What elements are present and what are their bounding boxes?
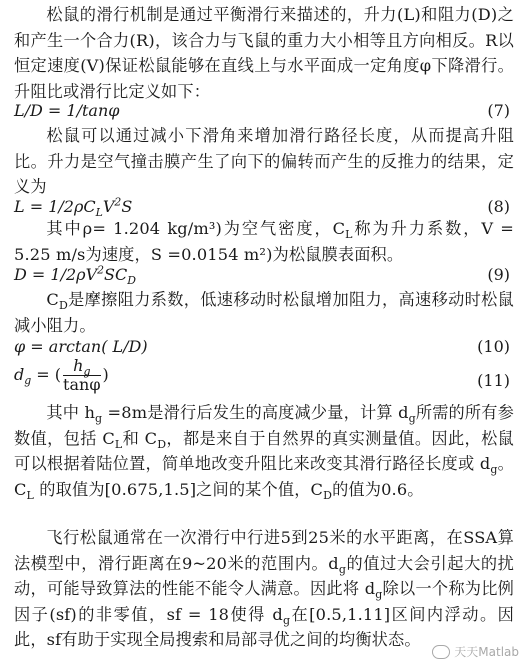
equation-7-body: L/D = 1/tanφ <box>14 101 120 120</box>
equation-7-number: (7) <box>487 101 510 120</box>
paragraph-drag: $C_D$是摩擦阻力系数，低速移动时松鼠增加阻力，高速移动时松鼠减小阻力。 <box>14 290 514 335</box>
equation-11-body: $d_g$ = ( $\frac{h_g}{\tan\varphi}$ ) <box>14 356 109 394</box>
paragraph-glide-mechanism: 松鼠的滑行机制是通过平衡滑行来描述的，升力(L)和阻力(D)之和产生一个合力(R)，该合力与飞鼠的重力大小相等且方向相反。R以恒定速度(V)保证松鼠能够在直线上与水平面成一定角度φ下降滑行。升阻比或滑行比定义如下： <box>14 5 514 101</box>
equation-8-number: (8) <box>487 197 510 216</box>
equation-8-body: $L = 1/2\rho C_LV^2S$ <box>14 195 133 220</box>
equation-7 <box>14 98 514 123</box>
chat-bubble-icon <box>432 645 450 659</box>
equation-9-number: (9) <box>487 265 510 284</box>
paragraph-air-density: 其中ρ= 1.204 kg/m³)为空气密度，$C_L$称为升力系数，V = 5.25 m/s为速度，S =0.0154 m²)为松鼠膜表面积。 <box>14 219 514 264</box>
equation-11-fraction: $\frac{h_g}{\tan\varphi}$ <box>63 356 101 394</box>
watermark <box>432 643 519 660</box>
equation-10-number: (10) <box>477 337 510 356</box>
paragraph-lift: 松鼠可以通过减小下滑角来增加滑行路径长度，从而提高升阻比。升力是空气撞击膜产生了向下的偏转而产生的反推力的结果，定义为 <box>14 126 514 197</box>
paragraph-scaling-factor: 飞行松鼠通常在一次滑行中行进5到25米的水平距离，在SSA算法模型中，滑行距离在9~20米的范围内。$d_g$的值过大会引起大的扰动，可能导致算法的性能不能令人满意。因此将 $d_g$除以一个称为比例因子(sf)的非零值，sf = 18使得 $d_g$在[0.5,1.11]区间内浮动。因此，sf有助于实现全局搜索和局部寻优之间的均衡状态。 <box>14 528 514 650</box>
equation-10 <box>14 334 514 359</box>
equation-9 <box>14 262 514 287</box>
equation-11 <box>14 356 514 398</box>
watermark-text: 天天Matlab <box>454 645 519 659</box>
equation-10-body: φ = arctan( L/D) <box>14 337 148 356</box>
equation-9-body: $D = 1/2\rho V^2SC_D$ <box>14 263 136 288</box>
paragraph-height-loss: 其中 $h_g =8m$是滑行后发生的高度减少量，计算 $d_g$所需的所有参数值，包括 $C_L$和 $C_D$，都是来自于自然界的真实测量值。因此，松鼠可以根据着陆位置，简单地改变升阻比来改变其滑行路径长度或 $d_g$。$C_L$ 的取值为[0.675,1.5]之间的某个值，$C_D$的值为0.6。 <box>14 403 514 503</box>
equation-11-number: (11) <box>477 371 510 390</box>
